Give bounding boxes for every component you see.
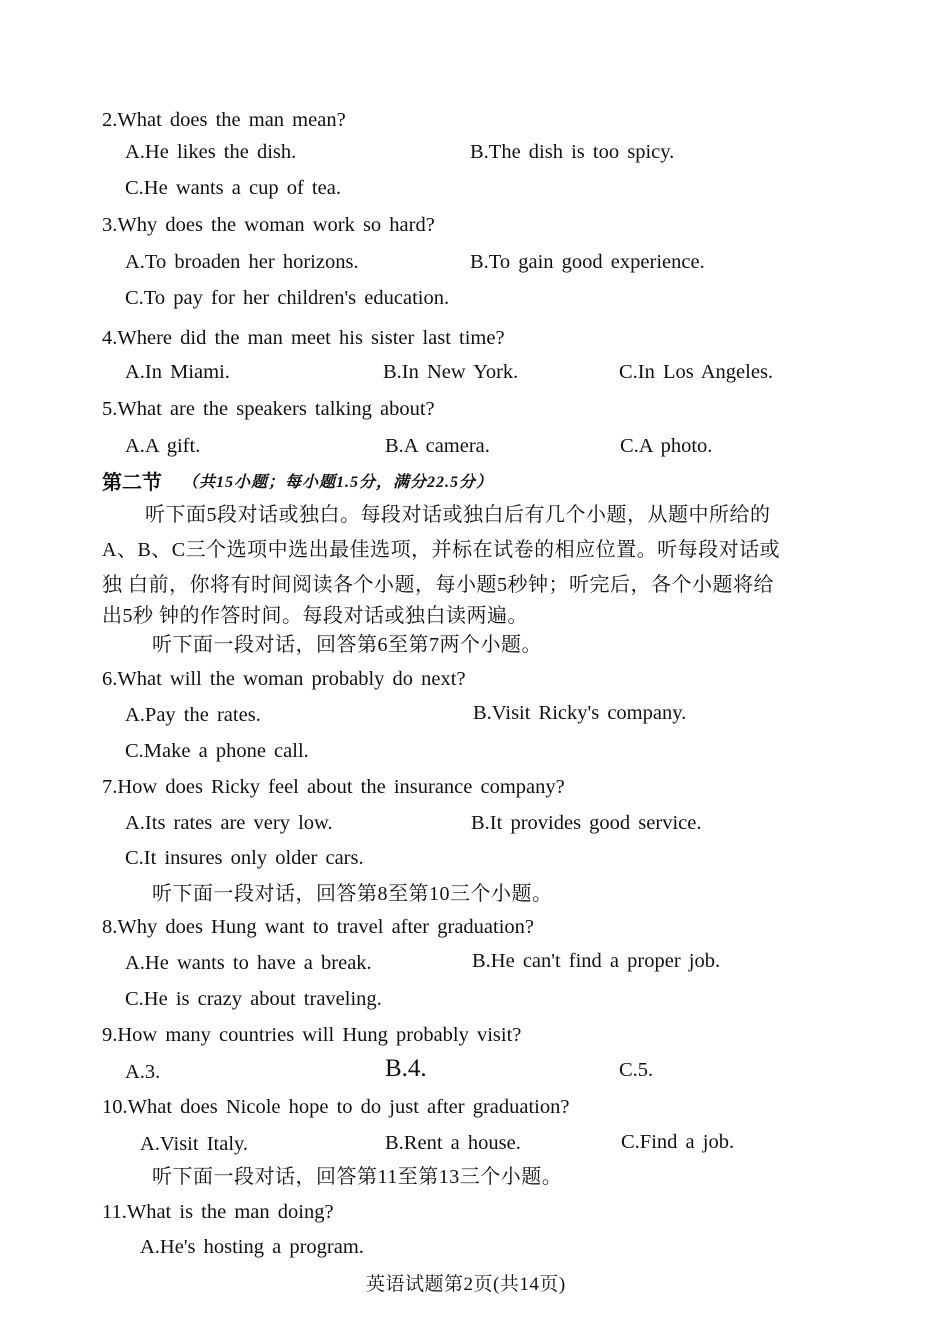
section-note: （共15小题；每小题1.5分，满分22.5分） bbox=[182, 474, 494, 491]
question-8-option-a: A.He wants to have a break. bbox=[125, 952, 372, 974]
question-5-option-b: B.A camera. bbox=[385, 435, 490, 457]
question-5-option-a: A.A gift. bbox=[125, 435, 201, 457]
question-7-option-a: A.Its rates are very low. bbox=[125, 812, 333, 834]
question-4-option-a: A.In Miami. bbox=[125, 361, 230, 383]
section-title: 第二节 bbox=[102, 470, 162, 494]
question-4-option-c: C.In Los Angeles. bbox=[619, 361, 774, 383]
question-6-stem: 6.What will the woman probably do next? bbox=[102, 668, 466, 690]
question-3-option-c: C.To pay for her children's education. bbox=[125, 287, 450, 309]
question-5-stem: 5.What are the speakers talking about? bbox=[102, 398, 435, 420]
question-9-option-c: C.5. bbox=[619, 1059, 654, 1081]
question-9-option-a: A.3. bbox=[125, 1061, 161, 1083]
section-intro-line-4: 出5秒 钟的作答时间。每段对话或独白读两遍。 bbox=[102, 605, 528, 627]
question-2-option-c: C.He wants a cup of tea. bbox=[125, 177, 341, 199]
section-intro-line-1: 听下面5段对话或独白。每段对话或独白后有几个小题，从题中所给的 bbox=[145, 504, 771, 526]
question-6-option-c: C.Make a phone call. bbox=[125, 740, 309, 762]
question-11-stem: 11.What is the man doing? bbox=[102, 1201, 334, 1223]
instruction-11-13: 听下面一段对话，回答第11至第13三个小题。 bbox=[152, 1166, 563, 1188]
question-2-option-a: A.He likes the dish. bbox=[125, 141, 297, 163]
question-10-stem: 10.What does Nicole hope to do just after graduation? bbox=[102, 1096, 570, 1118]
question-5-option-c: C.A photo. bbox=[620, 435, 713, 457]
question-6-option-a: A.Pay the rates. bbox=[125, 704, 261, 726]
question-2-option-b: B.The dish is too spicy. bbox=[470, 141, 675, 163]
question-3-option-b: B.To gain good experience. bbox=[470, 251, 705, 273]
question-7-stem: 7.How does Ricky feel about the insurance company? bbox=[102, 776, 565, 798]
instruction-8-10: 听下面一段对话，回答第8至第10三个小题。 bbox=[152, 883, 553, 905]
section-intro-line-3: 独 白前，你将有时间阅读各个小题，每小题5秒钟；听完后，各个小题将给 bbox=[102, 574, 774, 596]
question-8-option-c: C.He is crazy about traveling. bbox=[125, 988, 382, 1010]
question-6-option-b: B.Visit Ricky's company. bbox=[473, 702, 687, 724]
question-4-option-b: B.In New York. bbox=[383, 361, 519, 383]
question-9-option-b: B.4. bbox=[385, 1055, 427, 1082]
question-8-stem: 8.Why does Hung want to travel after graduation? bbox=[102, 916, 535, 938]
instruction-6-7: 听下面一段对话，回答第6至第7两个小题。 bbox=[152, 634, 542, 656]
question-2-stem: 2.What does the man mean? bbox=[102, 109, 346, 131]
question-10-option-a: A.Visit Italy. bbox=[140, 1133, 249, 1155]
page-footer: 英语试题第2页(共14页) bbox=[366, 1274, 566, 1295]
question-3-stem: 3.Why does the woman work so hard? bbox=[102, 214, 435, 236]
question-7-option-c: C.It insures only older cars. bbox=[125, 847, 364, 869]
section-intro-line-2: A、B、C三个选项中选出最佳选项，并标在试卷的相应位置。听每段对话或 bbox=[102, 539, 781, 561]
question-11-option-a: A.He's hosting a program. bbox=[140, 1236, 364, 1258]
question-3-option-a: A.To broaden her horizons. bbox=[125, 251, 359, 273]
question-8-option-b: B.He can't find a proper job. bbox=[472, 950, 721, 972]
question-9-stem: 9.How many countries will Hung probably visit? bbox=[102, 1024, 522, 1046]
question-10-option-c: C.Find a job. bbox=[621, 1131, 735, 1153]
question-4-stem: 4.Where did the man meet his sister last time? bbox=[102, 327, 505, 349]
question-7-option-b: B.It provides good service. bbox=[471, 812, 702, 834]
question-10-option-b: B.Rent a house. bbox=[385, 1132, 521, 1154]
